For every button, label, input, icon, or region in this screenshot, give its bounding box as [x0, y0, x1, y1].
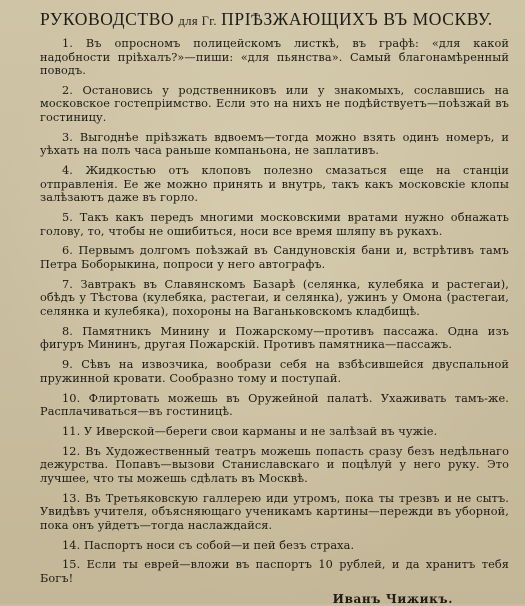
rule-text: Въ Третьяковскую галлерею иди утромъ, пока ты трезвъ и не сытъ. Увидѣвъ учителя, объясняющаго ученикамъ картины—пережди въ уборной, пока онъ уйдетъ—тогда наслаждайся. [40, 491, 509, 532]
title-part-3: ПРІѢЗЖАЮЩИХЪ ВЪ МОСКВУ. [221, 9, 493, 29]
title-part-1: РУКОВОДСТВО [40, 9, 175, 29]
rule-item [40, 558, 509, 585]
rule-text: Въ Художественный театръ можешь попасть сразу безъ недѣльнаго дежурства. Попавъ—вызови Станиславскаго и поцѣлуй у него руку. Это лучшее, что ты можешь сдѣлать въ Москвѣ. [40, 444, 509, 485]
rule-item [40, 425, 509, 439]
rule-text: Первымъ долгомъ поѣзжай въ Сандуновскія бани и, встрѣтивъ тамъ Петра Боборыкина, попроси у него автографъ. [40, 244, 509, 271]
rule-item [40, 278, 509, 319]
rule-text: Такъ какъ передъ многими московскими вратами нужно обнажать голову, то, чтобы не ошибиться, носи все время шляпу въ рукахъ. [40, 211, 509, 238]
rule-item [40, 325, 509, 352]
rule-number: 3. [62, 130, 73, 144]
rule-number: 14. [62, 538, 81, 552]
rule-text: Завтракъ въ Славянскомъ Базарѣ (селянка, кулебяка и растегаи), обѣдъ у Тѣстова (кулебяка, растегаи, и селянка), ужинъ у Омона (растегаи, селянка и кулебяка), похороны на Ваганьковскомъ кладбищѣ. [40, 277, 509, 318]
rule-item [40, 392, 509, 419]
rule-text: Флиртовать можешь въ Оружейной палатѣ. Ухаживать тамъ-же. Расплачиваться—въ гостиницѣ. [40, 391, 509, 419]
rule-number: 11. [62, 424, 81, 438]
rule-item [40, 84, 509, 125]
rule-number: 13. [62, 491, 81, 505]
rule-number: 7. [62, 277, 73, 291]
rule-number: 6. [62, 244, 73, 258]
rule-text: Остановись у родственниковъ или у знакомыхъ, сославшись на московское гостепріимство. Если это на нихъ не подѣйствуетъ—поѣзжай въ гостиницу. [40, 83, 509, 124]
rule-text: Памятникъ Минину и Пожарскому—противъ пассажа. Одна изъ фигуръ Мининъ, другая Пожарскій. Противъ памятника—пассажъ. [40, 324, 509, 352]
rule-text: У Иверской—береги свои карманы и не залѣзай въ чужіе. [83, 424, 438, 438]
rule-number: 5. [62, 211, 73, 225]
rule-number: 2. [62, 83, 73, 97]
rule-text: Сѣвъ на извозчика, вообрази себя на взбѣсившейся двуспальной пружинной кровати. Сообразно тому и поступай. [40, 358, 509, 385]
rule-number: 12. [62, 444, 81, 458]
rule-number: 15. [62, 558, 81, 572]
rule-item [40, 211, 509, 238]
rule-item [40, 131, 509, 158]
rule-text: Паспортъ носи съ собой—и пей безъ страха. [83, 538, 355, 552]
rule-number: 9. [62, 358, 73, 372]
rule-number: 1. [62, 37, 73, 50]
rule-number: 4. [62, 164, 73, 178]
rule-item [40, 539, 509, 553]
rule-text: Если ты еврей—вложи въ паспортъ 10 рублей, и да хранитъ тебя Богъ! [40, 558, 509, 585]
author-signature: Иванъ Чижикъ. [332, 591, 453, 606]
document-title [40, 10, 509, 31]
rules-list [40, 37, 509, 585]
rule-item [40, 445, 509, 486]
rule-item [40, 164, 509, 205]
rule-text: Жидкостью отъ клоповъ полезно смазаться еще на станціи отправленія. Ее же можно принять и внутрь, такъ какъ московскіе клопы залѣзаютъ даже въ горло. [40, 164, 509, 205]
rule-item [40, 492, 509, 533]
title-part-2: для Гг. [178, 14, 217, 28]
rule-number: 8. [62, 324, 73, 338]
rule-item [40, 358, 509, 385]
rule-text: Въ опросномъ полицейскомъ листкѣ, въ графѣ: «для какой надобности пріѣхалъ?»—пиши: «для пьянства». Самый благонамѣренный поводъ. [40, 37, 509, 77]
rule-item [40, 37, 509, 78]
rule-text: Выгоднѣе пріѣзжать вдвоемъ—тогда можно взять одинъ номеръ, и уѣхать на полъ часа раньше компаньона, не заплативъ. [40, 130, 509, 158]
rule-number: 10. [62, 391, 81, 405]
rule-item [40, 244, 509, 271]
